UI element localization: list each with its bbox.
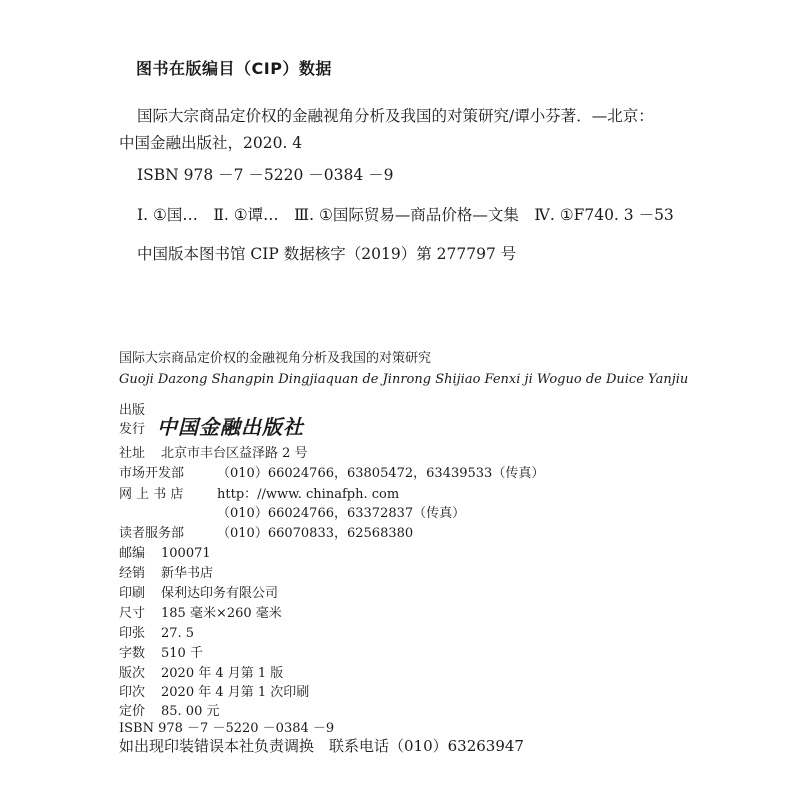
- info-key: 邮编: [119, 546, 146, 561]
- cip-core-number: 中国版本图书馆 CIP 数据核字（2019）第 277797 号: [137, 245, 517, 263]
- info-key: 版次: [119, 666, 146, 681]
- info-key: 读者服务部: [119, 526, 185, 541]
- info-key: 定价: [119, 704, 146, 719]
- info-row-isbn: [119, 717, 334, 735]
- info-row-online-store: [119, 483, 399, 501]
- info-row-edition: [119, 662, 283, 680]
- publisher-block: [119, 401, 304, 441]
- info-value: 510 千: [161, 646, 203, 661]
- info-row-distributor: [119, 562, 213, 580]
- info-value: 2020 年 4 月第 1 次印刷: [161, 685, 310, 700]
- info-value: （010）66024766，63805472，63439533（传真）: [217, 466, 545, 481]
- info-key: 印刷: [119, 586, 146, 601]
- info-value: （010）66070833，62568380: [217, 526, 414, 541]
- info-value: 2020 年 4 月第 1 版: [161, 666, 284, 681]
- info-value: http：//www. chinafph. com: [217, 487, 400, 502]
- cip-isbn: ISBN 978 －7 －5220 －0384 －9: [137, 166, 394, 184]
- info-row-sheets: [119, 622, 194, 640]
- info-key: 经销: [119, 566, 146, 581]
- info-value: 新华书店: [161, 566, 214, 581]
- info-value: 85. 00 元: [161, 704, 220, 719]
- distribute-label: 发行: [119, 422, 146, 437]
- publish-label: 出版: [119, 403, 146, 418]
- info-value: 100071: [161, 546, 211, 561]
- info-row-reader-service: [119, 522, 413, 540]
- info-value: 185 毫米×260 毫米: [161, 606, 282, 621]
- info-key: 社址: [119, 446, 146, 461]
- info-key: 网 上 书 店: [119, 487, 184, 502]
- info-row-printing: [119, 681, 309, 699]
- info-row-size: [119, 602, 282, 620]
- book-title-chinese: 国际大宗商品定价权的金融视角分析及我国的对策研究: [119, 351, 432, 366]
- cip-title-line: 国际大宗商品定价权的金融视角分析及我国的对策研究/谭小芬著．—北京：: [137, 107, 654, 125]
- publisher-logo: 中国金融出版社: [157, 415, 304, 439]
- info-value: 27. 5: [161, 626, 195, 641]
- footer-notice: 如出现印装错误本社负责调换 联系电话（010）63263947: [119, 737, 524, 755]
- info-row-online-phone: [119, 502, 465, 520]
- cip-heading: 图书在版编目（CIP）数据: [136, 59, 332, 78]
- info-key: 市场开发部: [119, 466, 185, 481]
- info-row-word-count: [119, 642, 203, 660]
- info-value: 保利达印务有限公司: [161, 586, 279, 601]
- info-value: ISBN 978 －7 －5220 －0384 －9: [119, 721, 335, 736]
- info-key: 字数: [119, 646, 146, 661]
- info-key: 印次: [119, 685, 146, 700]
- info-key: 尺寸: [119, 606, 146, 621]
- info-value: （010）66024766，63372837（传真）: [217, 506, 466, 521]
- book-title-pinyin: Guoji Dazong Shangpin Dingjiaquan de Jinrong Shijiao Fenxi ji Woguo de Duice Yanjiu: [119, 372, 689, 387]
- cip-publisher-line: 中国金融出版社，2020. 4: [119, 134, 303, 152]
- info-key: 印张: [119, 626, 146, 641]
- info-row-marketing: [119, 462, 544, 480]
- info-row-printer: [119, 582, 278, 600]
- cip-classification: Ⅰ. ①国… Ⅱ. ①谭… Ⅲ. ①国际贸易—商品价格—文集 Ⅳ. ①F740. 3 －53: [137, 206, 674, 224]
- info-row-address: [119, 442, 308, 460]
- info-value: 北京市丰台区益泽路 2 号: [161, 446, 308, 461]
- info-row-price: [119, 700, 219, 718]
- info-row-postcode: [119, 542, 211, 560]
